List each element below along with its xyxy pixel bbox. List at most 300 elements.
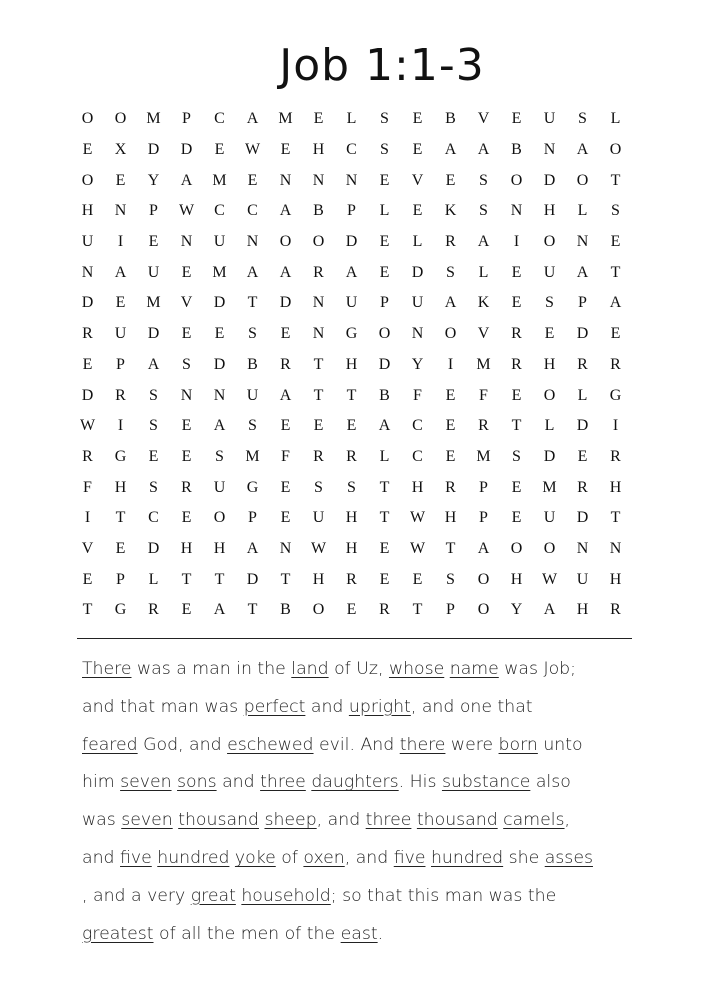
grid-letter: A [609,294,622,312]
grid-letter: E [181,509,192,527]
grid-letter: U [345,294,358,312]
hidden-word: five [393,847,426,868]
grid-letter: R [610,355,621,373]
passage-text: of [275,847,304,868]
grid-letter: E [346,601,357,619]
grid-letter: E [115,539,126,557]
grid-letter: L [577,202,588,220]
grid-letter: N [543,141,556,159]
grid-letter: P [479,509,488,527]
grid-letter: M [146,294,161,312]
grid-letter: A [543,601,556,619]
grid-letter: T [379,478,390,496]
grid-letter: N [312,171,325,189]
grid-letter: T [247,294,258,312]
passage-line [82,802,642,840]
grid-letter: I [84,509,91,527]
grid-row [71,564,632,595]
grid-letter: D [378,355,391,373]
grid-letter: S [248,417,257,435]
grid-letter: E [148,233,159,251]
grid-letter: G [609,386,622,404]
grid-letter: I [447,355,454,373]
grid-letter: A [114,263,127,281]
grid-letter: S [545,294,554,312]
hidden-word: hundred [430,847,504,868]
grid-letter: R [445,233,456,251]
grid-letter: L [412,233,423,251]
passage-text: ; so that this man was the [330,885,557,906]
grid-letter: A [246,263,259,281]
hidden-word: seven [120,772,172,793]
hidden-word: thousand [416,810,498,831]
grid-letter: P [347,202,356,220]
grid-letter: S [215,447,224,465]
grid-letter: H [576,601,589,619]
grid-row [71,104,632,135]
grid-row [71,380,632,411]
grid-letter: R [181,478,192,496]
grid-letter: A [477,539,490,557]
grid-letter: L [577,386,588,404]
grid-letter: O [81,171,94,189]
grid-letter: P [248,509,257,527]
grid-letter: H [543,202,556,220]
grid-row [71,350,632,381]
grid-letter: E [115,171,126,189]
divider [77,638,632,639]
grid-letter: T [610,263,621,281]
grid-letter: E [280,141,291,159]
grid-letter: S [446,263,455,281]
grid-letter: M [146,110,161,128]
grid-letter: U [246,386,259,404]
grid-letter: S [182,355,191,373]
grid-letter: A [246,539,259,557]
passage-text: and [216,772,261,793]
grid-letter: O [279,233,292,251]
grid-letter: A [180,171,193,189]
grid-letter: W [409,539,426,557]
grid-letter: A [279,386,292,404]
grid-letter: C [412,447,423,465]
grid-letter: A [279,202,292,220]
hidden-word: There [82,659,132,679]
grid-letter: N [312,294,325,312]
grid-letter: A [246,110,259,128]
hidden-word: eschewed [227,734,314,755]
grid-letter: R [313,263,324,281]
grid-letter: W [178,202,195,220]
grid-letter: E [181,447,192,465]
grid-letter: N [213,386,226,404]
grid-letter: E [412,570,423,588]
grid-letter: E [280,478,291,496]
grid-letter: P [479,478,488,496]
grid-letter: O [477,570,490,588]
grid-letter: H [312,570,325,588]
grid-letter: N [279,539,292,557]
grid-letter: S [149,478,158,496]
grid-letter: P [578,294,587,312]
grid-letter: E [511,386,522,404]
grid-letter: V [180,294,193,312]
grid-letter: T [82,601,93,619]
passage-text: , and a very [82,885,191,906]
grid-letter: E [412,110,423,128]
grid-letter: T [214,570,225,588]
grid-letter: E [280,325,291,343]
grid-letter: H [180,539,193,557]
grid-letter: I [513,233,520,251]
grid-letter: U [114,325,127,343]
grid-letter: U [213,233,226,251]
grid-letter: E [82,355,93,373]
grid-letter: R [511,355,522,373]
grid-letter: D [180,141,193,159]
grid-letter: U [543,263,556,281]
grid-letter: G [114,447,127,465]
grid-letter: H [345,355,358,373]
grid-letter: E [610,325,621,343]
grid-letter: R [379,601,390,619]
grid-letter: R [346,570,357,588]
passage-text: , [564,810,571,831]
grid-letter: O [312,233,325,251]
grid-letter: B [247,355,258,373]
grid-letter: H [213,539,226,557]
hidden-word: great [190,885,236,906]
grid-letter: N [180,233,193,251]
grid-letter: P [116,355,125,373]
grid-letter: H [609,570,622,588]
passage-line [82,916,642,954]
passage-text: , and [316,810,366,831]
grid-letter: H [312,141,325,159]
grid-letter: D [213,294,226,312]
hidden-word: thousand [178,810,259,831]
grid-letter: E [511,110,522,128]
grid-letter: R [280,355,291,373]
grid-letter: A [444,141,457,159]
hidden-word: sons [177,772,217,793]
grid-letter: P [446,601,455,619]
grid-letter: E [445,417,456,435]
grid-letter: U [81,233,94,251]
grid-letter: O [543,386,556,404]
grid-letter: D [81,386,94,404]
grid-letter: N [510,202,523,220]
grid-letter: N [576,539,589,557]
grid-letter: V [477,325,490,343]
grid-letter: D [576,417,589,435]
hidden-word: there [399,734,446,755]
grid-letter: U [543,110,556,128]
passage-text: him [82,772,121,793]
grid-letter: H [444,509,457,527]
grid-letter: T [280,570,291,588]
grid-letter: O [609,141,622,159]
grid-letter: M [212,171,227,189]
grid-letter: O [213,509,226,527]
grid-letter: G [345,325,358,343]
grid-letter: L [148,570,159,588]
grid-letter: M [542,478,557,496]
grid-letter: H [510,570,523,588]
hidden-word: born [498,734,538,755]
page-title: Job 1:1-3 [279,40,485,91]
grid-letter: F [281,447,290,465]
grid-letter: O [510,539,523,557]
grid-letter: D [411,263,424,281]
grid-row [71,165,632,196]
grid-letter: E [181,601,192,619]
grid-letter: E [247,171,258,189]
grid-letter: M [212,263,227,281]
grid-letter: R [313,447,324,465]
grid-letter: D [147,539,160,557]
grid-letter: U [213,478,226,496]
grid-letter: N [81,263,94,281]
grid-letter: K [477,294,490,312]
grid-letter: T [412,601,423,619]
grid-letter: O [543,233,556,251]
grid-letter: G [246,478,259,496]
grid-letter: E [115,294,126,312]
grid-letter: S [611,202,620,220]
grid-row [71,534,632,565]
hidden-word: land [291,659,329,679]
grid-letter: H [543,355,556,373]
grid-letter: S [149,417,158,435]
grid-letter: L [478,263,489,281]
grid-letter: P [149,202,158,220]
grid-letter: G [114,601,127,619]
hidden-word: whose [388,659,445,679]
grid-letter: S [347,478,356,496]
hidden-word: name [449,659,499,679]
passage-text: . His [398,772,442,793]
grid-letter: E [379,539,390,557]
grid-letter: R [82,447,93,465]
grid-letter: T [445,539,456,557]
grid-row [71,595,632,626]
grid-letter: T [181,570,192,588]
grid-letter: W [244,141,261,159]
grid-row [71,196,632,227]
grid-letter: W [541,570,558,588]
grid-letter: H [114,478,127,496]
grid-letter: R [610,447,621,465]
grid-letter: C [148,509,159,527]
grid-letter: E [445,386,456,404]
grid-letter: T [610,171,621,189]
passage-text: of Uz, [328,659,389,679]
grid-letter: D [213,355,226,373]
grid-letter: R [577,478,588,496]
grid-letter: N [246,233,259,251]
grid-letter: B [313,202,324,220]
grid-letter: N [312,325,325,343]
grid-letter: E [181,263,192,281]
grid-letter: L [379,447,390,465]
grid-letter: E [511,478,522,496]
grid-letter: H [609,478,622,496]
grid-letter: E [313,110,324,128]
passage-text: were [445,734,499,755]
grid-letter: H [345,509,358,527]
grid-letter: V [477,110,490,128]
hidden-word: asses [544,847,593,868]
grid-letter: B [280,601,291,619]
grid-letter: E [379,171,390,189]
hidden-word: daughters [311,772,399,793]
grid-letter: F [413,386,422,404]
passage-text: she [503,847,545,868]
grid-letter: E [511,509,522,527]
grid-letter: T [247,601,258,619]
grid-letter: S [380,110,389,128]
grid-letter: E [280,509,291,527]
hidden-word: sheep [264,810,317,831]
grid-letter: S [149,386,158,404]
grid-letter: B [511,141,522,159]
grid-letter: W [310,539,327,557]
grid-letter: T [511,417,522,435]
grid-letter: N [411,325,424,343]
grid-letter: D [81,294,94,312]
grid-row [71,442,632,473]
grid-letter: T [313,386,324,404]
grid-letter: E [214,325,225,343]
grid-letter: S [479,171,488,189]
hidden-word: five [120,847,152,868]
grid-letter: L [544,417,555,435]
grid-letter: S [380,141,389,159]
passage-line [82,764,642,802]
grid-letter: F [479,386,488,404]
passage-text: was a man in the [131,659,292,679]
grid-letter: V [411,171,424,189]
grid-letter: O [576,171,589,189]
passage-line [82,840,642,878]
grid-row [71,257,632,288]
grid-letter: D [279,294,292,312]
hidden-word: yoke [234,847,276,868]
grid-letter: R [148,601,159,619]
grid-letter: I [612,417,619,435]
grid-letter: R [82,325,93,343]
grid-letter: E [412,141,423,159]
passage-line [82,727,642,765]
grid-letter: D [543,447,556,465]
passage-text: of all the men of the [153,923,341,944]
grid-letter: I [117,417,124,435]
grid-letter: R [610,601,621,619]
grid-letter: L [610,110,621,128]
grid-row [71,472,632,503]
passage-text: , and [344,847,394,868]
grid-letter: A [213,601,226,619]
grid-letter: M [245,447,260,465]
grid-letter: R [115,386,126,404]
grid-letter: D [246,570,259,588]
grid-letter: O [81,110,94,128]
hidden-word: seven [121,810,173,831]
grid-letter: A [576,141,589,159]
grid-letter: N [279,171,292,189]
grid-letter: Y [147,171,160,189]
grid-letter: S [578,110,587,128]
grid-letter: N [180,386,193,404]
grid-letter: E [181,417,192,435]
hidden-word: perfect [243,696,306,717]
grid-letter: S [446,570,455,588]
grid-letter: E [181,325,192,343]
grid-letter: H [345,539,358,557]
grid-letter: E [412,202,423,220]
grid-letter: U [576,570,589,588]
grid-letter: A [444,294,457,312]
grid-letter: C [214,202,225,220]
hidden-word: greatest [82,923,154,944]
grid-letter: Y [510,601,523,619]
grid-letter: A [279,263,292,281]
grid-letter: U [543,509,556,527]
grid-row [71,288,632,319]
grid-letter: D [147,325,160,343]
grid-letter: W [409,509,426,527]
grid-letter: U [411,294,424,312]
grid-letter: W [79,417,96,435]
grid-letter: E [313,417,324,435]
grid-letter: E [379,570,390,588]
grid-letter: T [313,355,324,373]
grid-letter: L [346,110,357,128]
grid-letter: C [247,202,258,220]
grid-letter: E [577,447,588,465]
grid-letter: T [346,386,357,404]
grid-letter: T [610,509,621,527]
grid-letter: D [576,509,589,527]
hidden-word: household [241,885,331,906]
grid-letter: U [312,509,325,527]
hidden-word: upright [348,696,411,717]
grid-letter: S [314,478,323,496]
hidden-word: hundred [157,847,230,868]
grid-letter: E [280,417,291,435]
grid-letter: T [379,509,390,527]
grid-letter: O [477,601,490,619]
word-search-grid [71,104,632,626]
grid-letter: T [115,509,126,527]
grid-row [71,319,632,350]
grid-letter: E [82,570,93,588]
passage-text: was Job; [498,659,576,679]
grid-letter: B [445,110,456,128]
passage-text: also [530,772,571,793]
grid-letter: A [345,263,358,281]
grid-letter: C [346,141,357,159]
grid-letter: B [379,386,390,404]
grid-letter: N [114,202,127,220]
grid-letter: R [478,417,489,435]
passage-text: and [305,696,349,717]
grid-letter: A [477,141,490,159]
grid-row [71,411,632,442]
hidden-word: east [340,923,378,944]
grid-letter: O [312,601,325,619]
